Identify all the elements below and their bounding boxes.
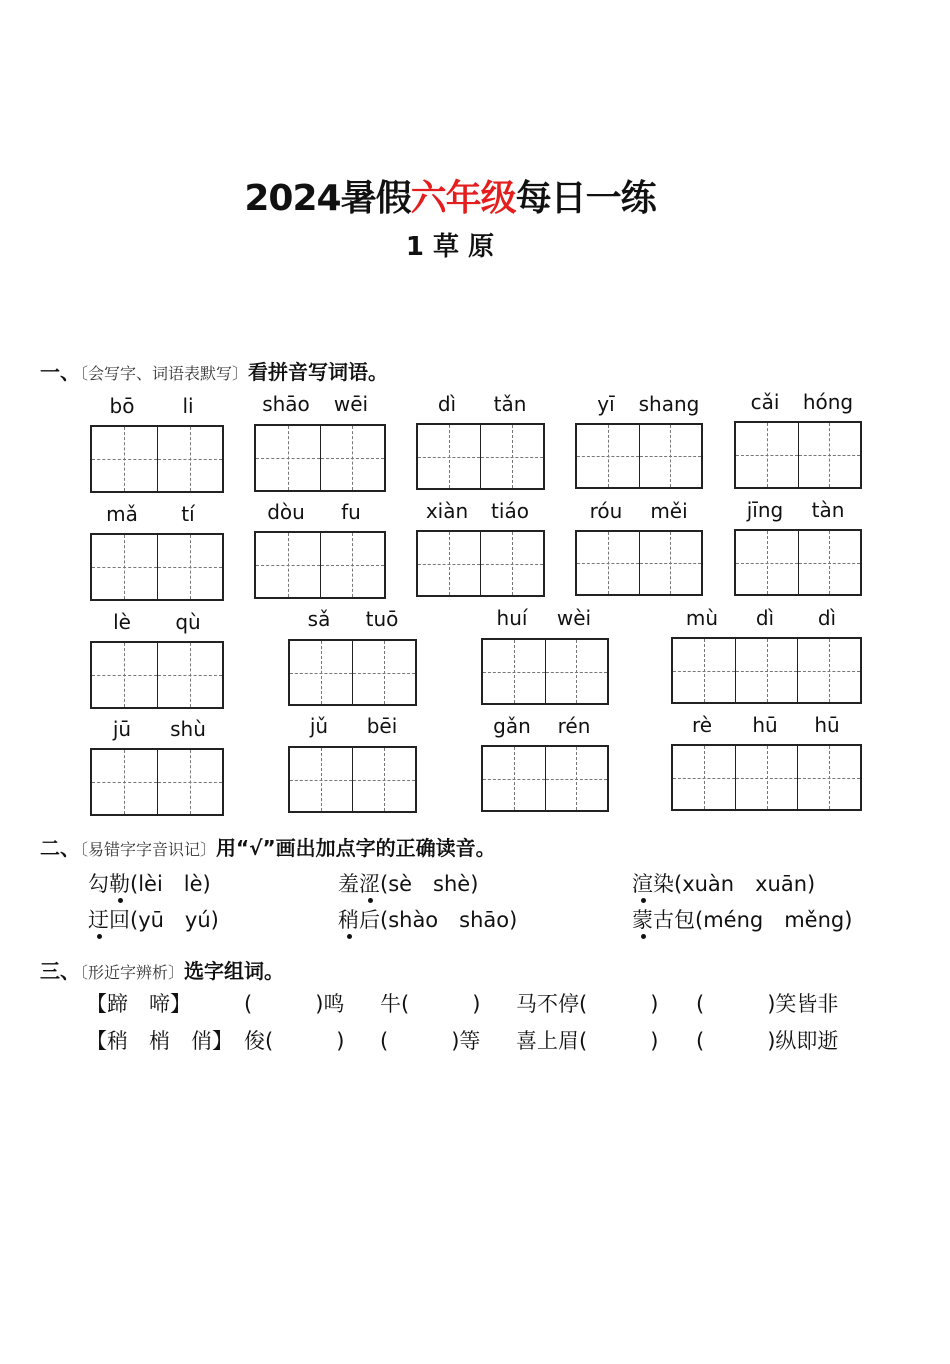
- writing-grid[interactable]: [671, 744, 862, 811]
- pronunciation-item[interactable]: 蒙古包(méng měng): [632, 908, 853, 932]
- pinyin: jǔ: [309, 714, 329, 738]
- pinyin: qù: [175, 610, 201, 634]
- pinyin: hū: [814, 713, 840, 737]
- char-group-label: 【稍 梢 俏】: [86, 1029, 233, 1053]
- pinyin: wēi: [333, 392, 369, 416]
- char-group-label: 【蹄 啼】: [86, 992, 191, 1016]
- pinyin: cǎi: [750, 390, 780, 414]
- pinyin: dì: [437, 392, 457, 416]
- pinyin: shang: [638, 392, 700, 416]
- pinyin: rè: [691, 713, 713, 737]
- pinyin: jū: [112, 717, 132, 741]
- pinyin: huí: [496, 606, 528, 630]
- writing-grid[interactable]: [90, 425, 224, 493]
- pronunciation-item[interactable]: 稍后(shào shāo): [338, 908, 518, 932]
- pinyin: xiàn: [425, 499, 469, 523]
- pinyin: bēi: [366, 714, 398, 738]
- pronunciation-item[interactable]: 勾勒(lèi lè): [88, 872, 211, 896]
- pinyin: gǎn: [493, 714, 531, 738]
- pinyin: fu: [341, 500, 361, 524]
- writing-grid[interactable]: [288, 639, 417, 706]
- writing-grid[interactable]: [254, 424, 386, 492]
- writing-grid[interactable]: [575, 423, 703, 489]
- writing-grid[interactable]: [481, 745, 609, 812]
- writing-grid[interactable]: [90, 641, 224, 709]
- writing-grid[interactable]: [671, 637, 862, 704]
- worksheet-title: 2024暑假六年级每日一练: [244, 178, 656, 219]
- fill-blank[interactable]: 牛( ): [380, 992, 481, 1016]
- pinyin: li: [182, 394, 194, 418]
- lesson-title: 1 草 原: [405, 232, 495, 262]
- fill-blank[interactable]: ( )等: [380, 1029, 481, 1053]
- pronunciation-item[interactable]: 羞涩(sè shè): [338, 872, 479, 896]
- section-1-heading: 一、〔会写字、词语表默写〕看拼音写词语。: [40, 360, 389, 384]
- pinyin: lè: [113, 610, 131, 634]
- pronunciation-item[interactable]: 迂回(yū yú): [88, 908, 219, 932]
- pinyin: rén: [557, 714, 591, 738]
- writing-grid[interactable]: [90, 533, 224, 601]
- fill-blank[interactable]: ( )笑皆非: [696, 992, 839, 1016]
- fill-blank[interactable]: 喜上眉( ): [516, 1029, 659, 1053]
- pinyin: dì: [755, 606, 775, 630]
- pinyin: jīng: [746, 498, 784, 522]
- writing-grid[interactable]: [288, 746, 417, 813]
- pinyin: shāo: [262, 392, 310, 416]
- pinyin: tiáo: [491, 499, 529, 523]
- writing-grid[interactable]: [734, 529, 862, 596]
- fill-blank[interactable]: ( )纵即逝: [696, 1029, 839, 1053]
- pinyin: tàn: [811, 498, 845, 522]
- pinyin: hóng: [802, 390, 854, 414]
- pinyin: měi: [650, 499, 688, 523]
- writing-grid[interactable]: [90, 748, 224, 816]
- writing-grid[interactable]: [254, 531, 386, 599]
- pinyin: wèi: [556, 606, 592, 630]
- fill-blank[interactable]: 马不停( ): [516, 992, 659, 1016]
- pinyin: mù: [685, 606, 719, 630]
- fill-blank[interactable]: 俊( ): [244, 1029, 345, 1053]
- pinyin: tǎn: [493, 392, 527, 416]
- writing-grid[interactable]: [416, 530, 545, 597]
- writing-grid[interactable]: [734, 421, 862, 489]
- pinyin: yī: [597, 392, 615, 416]
- pinyin: shù: [170, 717, 206, 741]
- writing-grid[interactable]: [416, 423, 545, 490]
- fill-blank[interactable]: ( )鸣: [244, 992, 345, 1016]
- pinyin: sǎ: [307, 607, 331, 631]
- pinyin: dòu: [267, 500, 305, 524]
- pinyin: hū: [752, 713, 778, 737]
- pinyin: mǎ: [106, 502, 138, 526]
- pinyin: tuō: [365, 607, 399, 631]
- writing-grid[interactable]: [481, 638, 609, 705]
- pinyin: tí: [181, 502, 195, 526]
- pinyin: dì: [817, 606, 837, 630]
- section-3-heading: 三、〔形近字辨析〕选字组词。: [40, 959, 285, 983]
- section-2-heading: 二、〔易错字字音识记〕用“√”画出加点字的正确读音。: [40, 836, 496, 860]
- pinyin: bō: [109, 394, 135, 418]
- pronunciation-item[interactable]: 渲染(xuàn xuān): [632, 872, 816, 896]
- writing-grid[interactable]: [575, 530, 703, 596]
- pinyin: róu: [589, 499, 623, 523]
